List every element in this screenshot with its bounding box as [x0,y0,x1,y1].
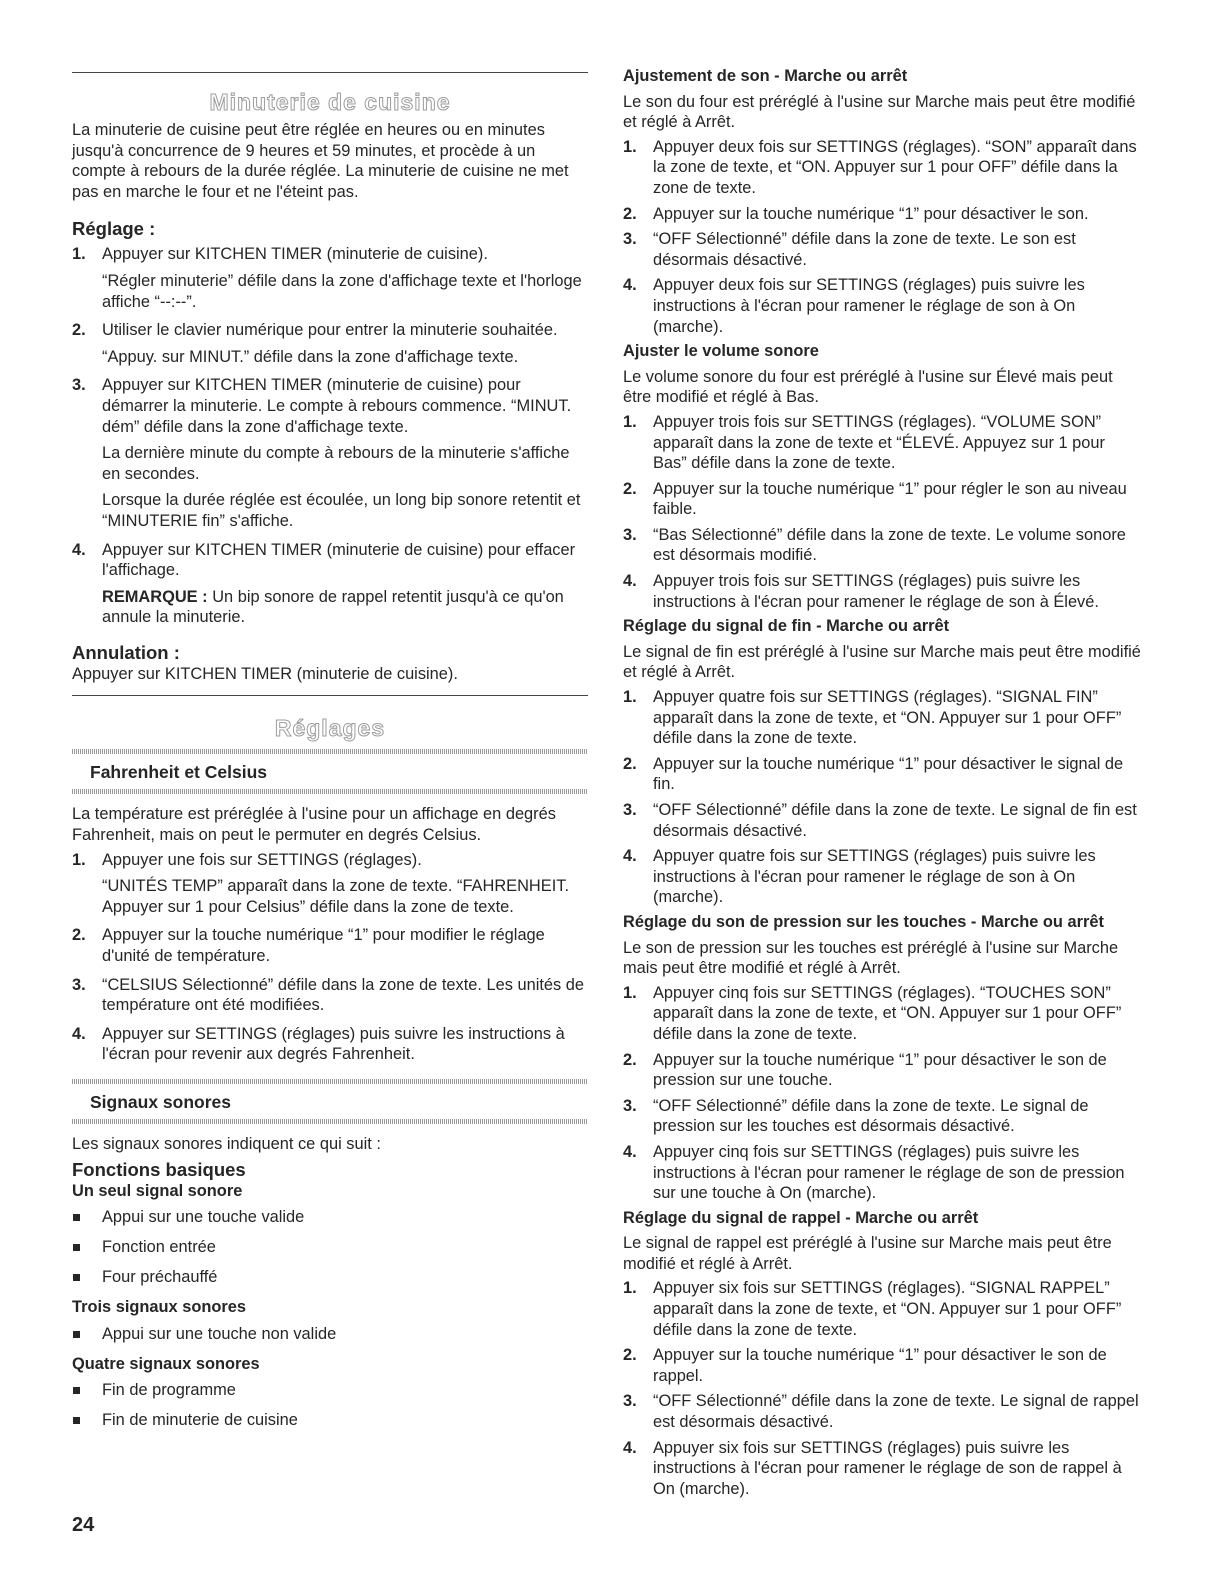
square-bullet-icon [73,1387,80,1394]
list-item: Fin de minuterie de cuisine [72,1410,588,1440]
bullet-list [72,1380,588,1440]
page-number: 24 [72,1514,95,1536]
signals-heading: Signaux sonores [90,1092,232,1112]
step: 3. “Bas Sélectionné” défile dans la zone de texte. Le volume sonore est désormais modifié. [623,525,1126,565]
step: 2. Appuyer sur la touche numérique “1” pour désactiver le son. [623,204,1089,223]
right-section-heading: Ajuster le volume sonore [623,342,819,361]
list-item: Fin de programme [72,1380,588,1410]
right-section-heading: Réglage du signal de fin - Marche ou arrêt [623,617,950,636]
step: 3. “OFF Sélectionné” défile dans la zone de texte. Le son est désormais désactivé. [623,230,1076,269]
fc-step: 4. Appuyer sur SETTINGS (réglages) puis suivre les instructions à l'écran pour revenir aux degrés Fahrenheit. [72,1024,565,1064]
step: 3. “OFF Sélectionné” défile dans la zone de texte. Le signal de rappel est désormais désactivé. [623,1392,1139,1432]
dotted-divider [72,789,588,794]
fc-step: 2. Appuyer sur la touche numérique “1” pour modifier le réglage d'unité de température. [72,926,545,966]
list-item: Fonction entrée [72,1237,588,1267]
right-section-steps [623,1278,1143,1499]
step: 3. “OFF Sélectionné” défile dans la zone de texte. Le signal de pression sur les touches est désormais désactivé. [623,1096,1089,1136]
right-section-intro: Le volume sonore du four est préréglé à l'usine sur Élevé mais peut être modifié et réglé à Bas. [623,367,1113,407]
timer-step: 4. Appuyer sur KITCHEN TIMER (minuterie de cuisine) pour effacer l'affichage. REMARQUE : Un bip sonore de rappel retentit jusqu'à ce qu'on annule la minuterie. [72,540,588,628]
right-section-heading: Réglage du signal de rappel - Marche ou arrêt [623,1208,979,1227]
square-bullet-icon [73,1274,80,1281]
timer-intro: La minuterie de cuisine peut être réglée en heures ou en minutes jusqu'à concurrence de 9 heures et 59 minutes, et procède à un compte à rebours de la durée réglée. La minuterie de cuisine ne met pas en marche le four et ne l'éteint pas. [72,121,569,201]
left-column [72,0,588,1440]
step: 2. Appuyer sur la touche numérique “1” pour désactiver le son de pression sur une touche. [623,1050,1107,1090]
right-section-steps [623,983,1143,1204]
step: 2. Appuyer sur la touche numérique “1” pour désactiver le signal de fin. [623,754,1124,794]
right-section-intro: Le son du four est préréglé à l'usine sur Marche mais peut être modifié et réglé à Arrêt. [623,92,1136,132]
section-title-settings: Réglages [274,715,386,742]
fc-steps [72,850,588,1065]
fc-heading: Fahrenheit et Celsius [90,762,267,783]
right-section-intro: Le signal de rappel est préréglé à l'usine sur Marche mais peut être modifié et réglé à Arrêt. [623,1234,1112,1273]
step: 2. Appuyer sur la touche numérique “1” pour régler le son au niveau faible. [623,479,1127,519]
timer-step: 2. Utiliser le clavier numérique pour entrer la minuterie souhaitée. “Appuy. sur MINUT.” défile dans la zone d'affichage texte. [72,321,558,366]
right-section-intro: Le signal de fin est préréglé à l'usine sur Marche mais peut être modifié et réglé à Arrêt. [623,642,1141,682]
group-heading: Trois signaux sonores [72,1298,246,1317]
list-item: Appui sur une touche valide [72,1207,588,1237]
group-heading: Un seul signal sonore [72,1181,243,1200]
right-section-steps [623,412,1143,612]
timer-steps [72,244,588,628]
fc-intro: La température est préréglée à l'usine pour un affichage en degrés Fahrenheit, mais on peut le permuter en degrés Celsius. [72,805,556,845]
list-item: Four préchauffé [72,1267,588,1297]
right-section-steps [623,687,1143,908]
top-rule [72,72,588,73]
bullet-list [72,1207,588,1297]
step: 3. “OFF Sélectionné” défile dans la zone de texte. Le signal de fin est désormais désactivé. [623,801,1137,840]
annulation-heading: Annulation : [72,641,180,663]
right-section-steps [623,137,1143,337]
signals-intro: Les signaux sonores indiquent ce qui suit : [72,1135,381,1153]
right-section-heading: Réglage du son de pression sur les touches - Marche ou arrêt [623,912,1104,931]
square-bullet-icon [73,1244,80,1251]
square-bullet-icon [73,1331,80,1338]
step: 4. Appuyer quatre fois sur SETTINGS (réglages) puis suivre les instructions à l'écran pour ramener le réglage de son à On (marche). [623,847,1096,907]
step: 4. Appuyer cinq fois sur SETTINGS (réglages) puis suivre les instructions à l'écran pour ramener le réglage de son de pression sur une touche à On (marche). [623,1142,1125,1203]
group-heading: Quatre signaux sonores [72,1354,260,1373]
list-item: Appui sur une touche non valide [72,1324,588,1354]
section-rule [72,695,588,696]
square-bullet-icon [73,1214,80,1221]
step: 1. Appuyer quatre fois sur SETTINGS (réglages). “SIGNAL FIN” apparaît dans la zone de texte, et “ON. Appuyer sur 1 pour OFF” défile dans la zone de texte. [623,688,1122,748]
remarque: REMARQUE : Un bip sonore de rappel retentit jusqu'à ce qu'on annule la minuterie. [102,587,564,627]
right-section-heading: Ajustement de son - Marche ou arrêt [623,67,908,85]
fc-step: 1. Appuyer une fois sur SETTINGS (réglages). “UNITÉS TEMP” apparaît dans la zone de texte. “FAHRENHEIT. Appuyer sur 1 pour Celsius” défile dans la zone de texte. [72,850,570,916]
step: 1. Appuyer trois fois sur SETTINGS (réglages). “VOLUME SON” apparaît dans la zone de texte et “ÉLEVÉ. Appuyez sur 1 pour Bas” défile dans la zone de texte. [623,412,1105,473]
bullet-list [72,1324,588,1354]
section-title-timer: Minuterie de cuisine [209,89,451,115]
reglage-heading: Réglage : [72,218,156,240]
square-bullet-icon [73,1417,80,1424]
right-column [623,66,1143,1499]
step: 1. Appuyer cinq fois sur SETTINGS (réglages). “TOUCHES SON” apparaît dans la zone de texte, et “ON. Appuyer sur 1 pour OFF” défile dans la zone de texte. [623,983,1122,1043]
timer-step: 3. Appuyer sur KITCHEN TIMER (minuterie de cuisine) pour démarrer la minuterie. Le compte à rebours commence. “MINUT. dém” défile dans la zone d'affichage texte. La dernière minute du compte à rebours de la minuterie s'affiche en secondes. Lorsque la durée réglée est écoulée, un long bip sonore retentit et “MINUTERIE fin” s'affiche. [72,376,581,530]
fonctions-heading: Fonctions basiques [72,1158,246,1180]
step: 4. Appuyer six fois sur SETTINGS (réglages) puis suivre les instructions à l'écran pour ramener le réglage de son de rappel à On (marche). [623,1438,1122,1498]
step: 1. Appuyer deux fois sur SETTINGS (réglages). “SON” apparaît dans la zone de texte, et “ON. Appuyer sur 1 pour OFF” défile dans la zone de texte. [623,137,1137,197]
timer-step: 1. Appuyer sur KITCHEN TIMER (minuterie de cuisine). “Régler minuterie” défile dans la zone d'affichage texte et l'horloge affiche “--:--”. [72,245,582,311]
step: 2. Appuyer sur la touche numérique “1” pour désactiver le son de rappel. [623,1346,1107,1385]
step: 1. Appuyer six fois sur SETTINGS (réglages). “SIGNAL RAPPEL” apparaît dans la zone de texte, et “ON. Appuyer sur 1 pour OFF” défile dans la zone de texte. [623,1279,1122,1339]
right-section-intro: Le son de pression sur les touches est préréglé à l'usine sur Marche mais peut être modifié et réglé à Arrêt. [623,938,1119,978]
annulation-text: Appuyer sur KITCHEN TIMER (minuterie de cuisine). [72,664,458,683]
step: 4. Appuyer trois fois sur SETTINGS (réglages) puis suivre les instructions à l'écran pour ramener le réglage de son à Élevé. [623,572,1099,611]
dotted-divider [72,1119,588,1124]
step: 4. Appuyer deux fois sur SETTINGS (réglages) puis suivre les instructions à l'écran pour ramener le réglage de son à On (marche). [623,276,1085,336]
fc-step: 3. “CELSIUS Sélectionné” défile dans la zone de texte. Les unités de température ont été modifiées. [72,975,584,1015]
